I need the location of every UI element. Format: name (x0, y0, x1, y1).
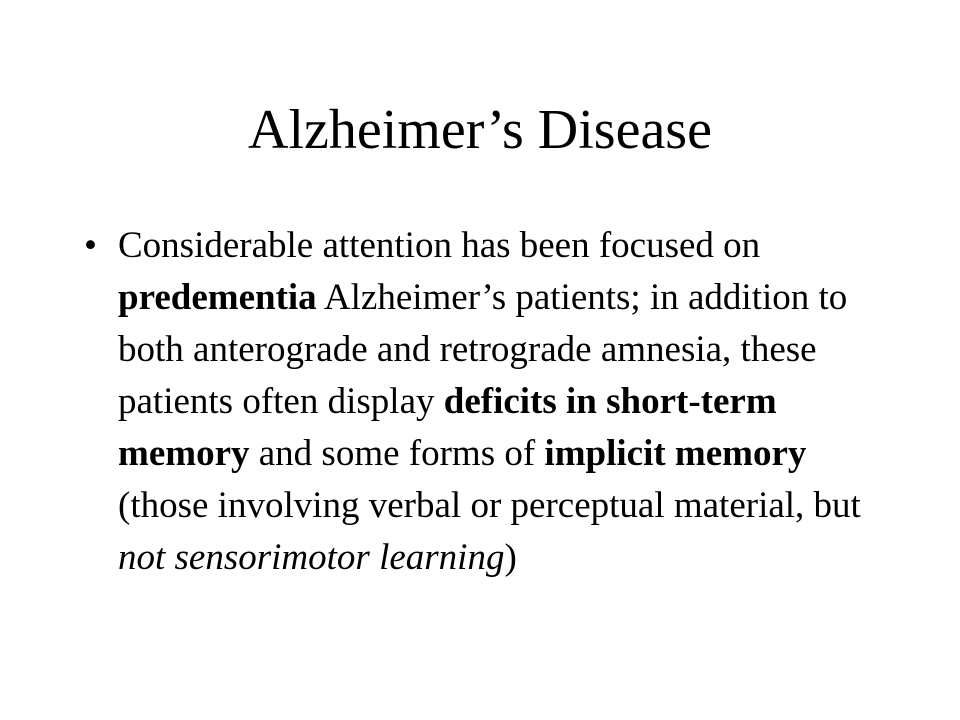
text-segment: (those involving verbal or perceptual material, but (118, 485, 861, 526)
term-predementia: predementia (118, 277, 317, 318)
text-segment: ) (504, 537, 517, 578)
text-segment: and some forms of (249, 433, 545, 474)
text-segment: Considerable attention has been focused on (118, 225, 761, 266)
emphasis-not-sensorimotor: not sensorimotor learning (118, 537, 505, 578)
bullet-item (84, 220, 884, 584)
text-segment: Alzheimer’s patients; in addition to both anterograde and retrograde amnesia, these patients often display (118, 277, 848, 422)
term-implicit-memory: implicit memory (544, 433, 807, 474)
bullet-text (118, 225, 861, 578)
term-short-term-memory-deficits: deficits in short-term memory (118, 381, 777, 474)
bullet-marker: • (84, 225, 97, 266)
slide-title: Alzheimer’s Disease (248, 99, 712, 161)
bullet-list (84, 220, 884, 584)
